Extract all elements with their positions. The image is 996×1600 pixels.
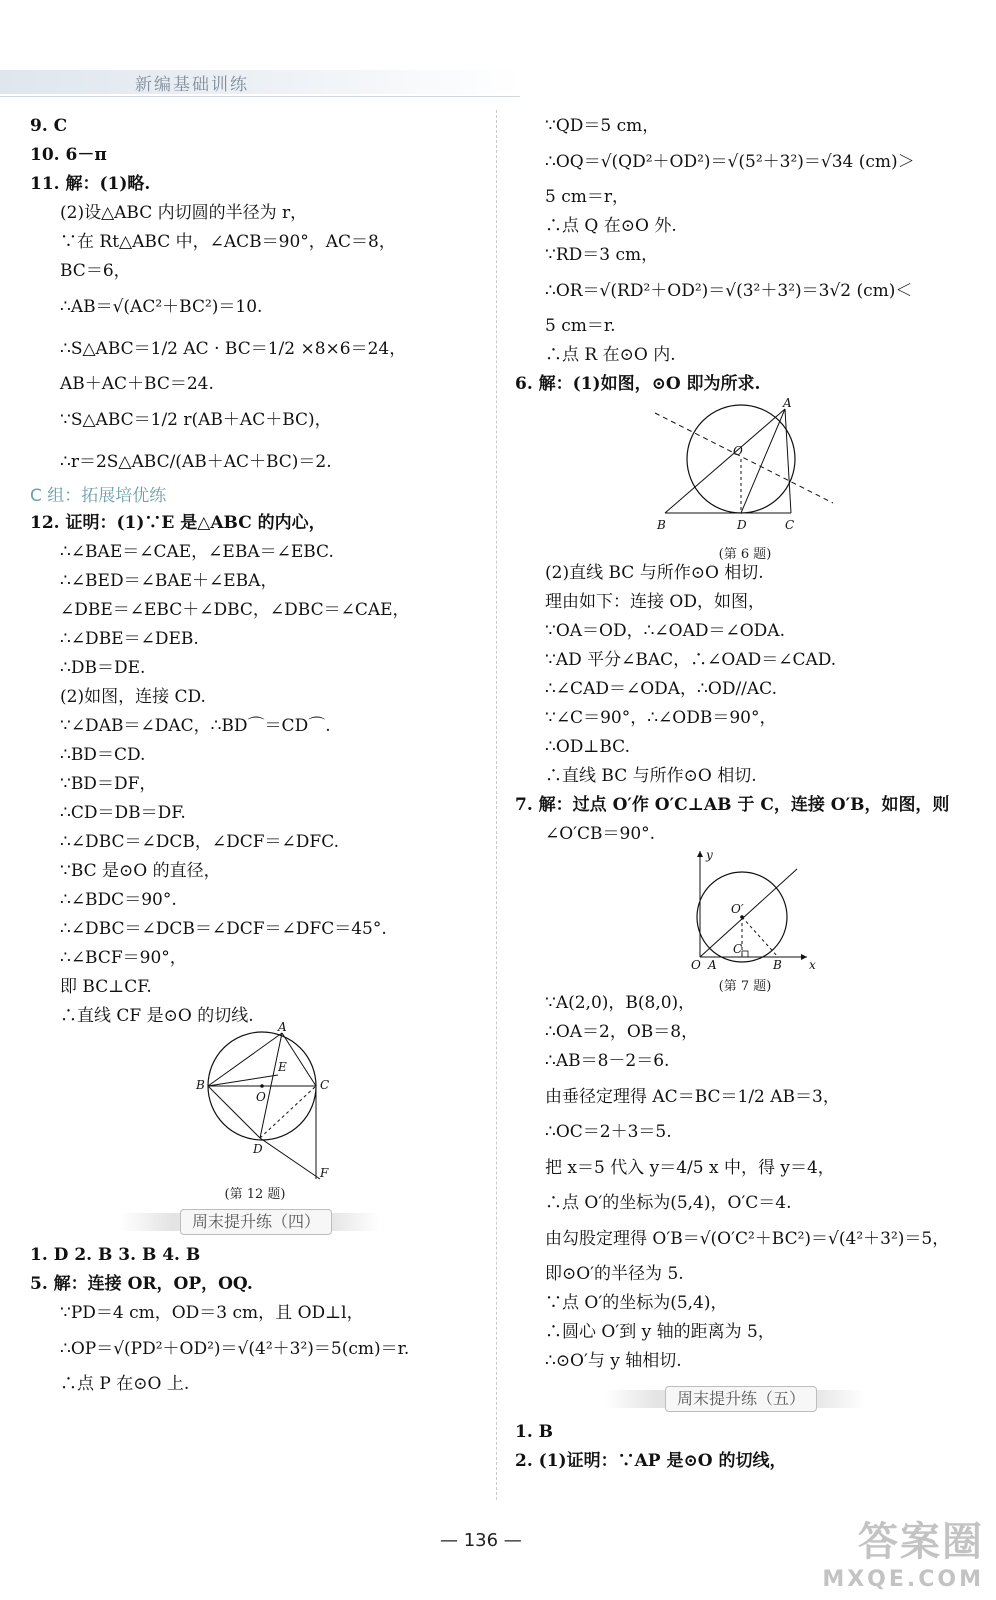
answer-line: ∵在 Rt△ABC 中，∠ACB＝90°，AC＝8， <box>60 232 396 252</box>
figure-label: x <box>809 958 816 972</box>
figure-6 <box>515 396 975 562</box>
answer-line: (2)设△ABC 内切圆的半径为 r， <box>60 203 308 223</box>
answer-line: ∴OQ＝√(QD²＋OD²)＝√(5²＋3²)＝√34 (cm)＞ <box>545 152 915 172</box>
answer-line: (2)直线 BC 与所作⊙O 相切. <box>545 563 764 583</box>
weekend-4-banner <box>30 1207 480 1237</box>
answer-line: ∵点 O′的坐标为(5,4)， <box>545 1293 728 1313</box>
answer-line: ∴OC＝2＋3＝5. <box>545 1122 672 1142</box>
answer-line: ∵OA＝OD，∴∠OAD＝∠ODA. <box>545 621 785 641</box>
answer-line: 把 x＝5 代入 y＝4/5 x 中，得 y＝4， <box>545 1158 835 1178</box>
answer-line: ∵BD＝DF， <box>60 774 157 794</box>
figure-label: E <box>278 1060 287 1074</box>
answer-line: ∴S△ABC＝1/2 AC · BC＝1/2 ×8×6＝24， <box>60 339 407 359</box>
answer-line: ∴点 P 在⊙O 上. <box>60 1374 190 1394</box>
figure-6-diagram <box>515 396 975 539</box>
figure-label: C <box>785 518 795 532</box>
figure-label: O <box>691 958 701 972</box>
figure-7-diagram <box>515 849 975 971</box>
watermark-line2: MXQE.COM <box>822 1567 984 1592</box>
group-c-title: C 组：拓展培优练 <box>30 486 167 506</box>
watermark-line1: 答案圈 <box>858 1519 984 1565</box>
answer-line: 1. D 2. B 3. B 4. B <box>30 1245 201 1265</box>
figure-label: B <box>196 1078 205 1092</box>
answer-line: 由勾股定理得 O′B＝√(O′C²＋BC²)＝√(4²＋3²)＝5， <box>545 1229 950 1249</box>
figure-7 <box>515 848 975 994</box>
answer-line: ∵RD＝3 cm， <box>545 245 659 265</box>
answer-line: ∴∠BCF＝90°， <box>60 948 187 968</box>
answer-line: ∴圆心 O′到 y 轴的距离为 5， <box>545 1322 775 1342</box>
figure-label: A <box>708 958 717 972</box>
weekend-4-title: 周末提升练（四） <box>180 1209 332 1235</box>
figure-label: D <box>253 1142 263 1156</box>
figure-label: A <box>783 396 792 410</box>
weekend-5-banner <box>515 1384 975 1414</box>
answer-line: ∴OP＝√(PD²＋OD²)＝√(4²＋3²)＝5(cm)＝r. <box>60 1339 410 1359</box>
answer-line: ∴点 O′的坐标为(5,4)，O′C＝4. <box>545 1193 792 1213</box>
header-band <box>0 70 520 94</box>
column-divider <box>496 110 497 1500</box>
book-title: 新编基础训练 <box>135 75 249 95</box>
figure-6-caption: (第 6 题) <box>718 547 772 562</box>
answer-line: 1. B <box>515 1422 554 1442</box>
answer-line: 9. C <box>30 116 68 136</box>
answer-line: AB＋AC＋BC＝24. <box>60 374 214 394</box>
answer-line: ∵QD＝5 cm， <box>545 116 660 136</box>
answer-line: 即 BC⊥CF. <box>60 977 152 997</box>
answer-line: ∴∠BED＝∠BAE＋∠EBA， <box>60 571 278 591</box>
answer-line: 理由如下：连接 OD，如图， <box>545 592 765 612</box>
figure-label: y <box>706 848 713 862</box>
answer-line: 6. 解：(1)如图，⊙O 即为所求. <box>515 374 761 394</box>
answer-line: ∴∠BAE＝∠CAE，∠EBA＝∠EBC. <box>60 542 334 562</box>
figure-7-caption: (第 7 题) <box>718 979 772 994</box>
answer-line: ∵BC 是⊙O 的直径， <box>60 861 221 881</box>
answer-line: ∴AB＝8－2＝6. <box>545 1051 670 1071</box>
figure-12 <box>30 1020 480 1202</box>
answer-line: ∴∠BDC＝90°. <box>60 890 177 910</box>
answer-line: ∠DBE＝∠EBC＋∠DBC，∠DBC＝∠CAE， <box>60 600 410 620</box>
answer-line: ∴∠DBE＝∠DEB. <box>60 629 199 649</box>
answer-line: ∴BD＝CD. <box>60 745 146 765</box>
weekend-5-title: 周末提升练（五） <box>665 1386 817 1412</box>
left-column <box>30 112 480 1399</box>
answer-line: ∴点 Q 在⊙O 外. <box>545 216 677 236</box>
figure-label: A <box>278 1020 287 1034</box>
answer-line: ∵∠C＝90°，∴∠ODB＝90°， <box>545 708 777 728</box>
figure-label: D <box>737 518 747 532</box>
answer-line: ∴点 R 在⊙O 内. <box>545 345 676 365</box>
answer-line: ∴OA＝2，OB＝8， <box>545 1022 699 1042</box>
figure-label: C <box>733 942 743 956</box>
figure-label: O <box>733 444 743 458</box>
figure-12-diagram <box>30 1020 480 1180</box>
watermark-logo <box>794 1510 984 1590</box>
answer-line: ∵∠DAB＝∠DAC，∴BD⌒＝CD⌒. <box>60 716 331 736</box>
answer-line: ∴直线 CF 是⊙O 的切线. <box>60 1006 254 1026</box>
page-number: — 136 — <box>440 1530 522 1551</box>
answer-line: 2. (1)证明：∵AP 是⊙O 的切线， <box>515 1451 787 1471</box>
figure-label: C <box>320 1078 330 1092</box>
answer-line: 由垂径定理得 AC＝BC＝1/2 AB＝3， <box>545 1087 840 1107</box>
page-header <box>0 0 996 98</box>
answer-line: ∵AD 平分∠BAC，∴∠OAD＝∠CAD. <box>545 650 837 670</box>
answer-line: 10. 6－π <box>30 145 107 165</box>
answer-line: ∵PD＝4 cm，OD＝3 cm，且 OD⊥l， <box>60 1303 364 1323</box>
answer-line: ∴OR＝√(RD²＋OD²)＝√(3²＋3²)＝3√2 (cm)＜ <box>545 281 913 301</box>
figure-label: O <box>256 1090 266 1104</box>
figure-label: F <box>320 1166 329 1180</box>
answer-line: 即⊙O′的半径为 5. <box>545 1264 684 1284</box>
figure-12-caption: (第 12 题) <box>224 1187 286 1202</box>
right-column <box>515 112 975 1476</box>
answer-line: ∵A(2,0)，B(8,0)， <box>545 993 696 1013</box>
answer-line: 7. 解：过点 O′作 O′C⊥AB 于 C，连接 O′B，如图，则 <box>515 795 950 815</box>
figure-label: B <box>773 958 782 972</box>
answer-line: ∴AB＝√(AC²＋BC²)＝10. <box>60 297 263 317</box>
answer-line: ∴⊙O′与 y 轴相切. <box>545 1351 682 1371</box>
answer-line: ∴OD⊥BC. <box>545 737 630 757</box>
answer-line: ∴DB＝DE. <box>60 658 146 678</box>
answer-line: 12. 证明：(1)∵E 是△ABC 的内心， <box>30 513 326 533</box>
answer-line: ∴∠DBC＝∠DCB＝∠DCF＝∠DFC＝45°. <box>60 919 387 939</box>
answer-line: 5. 解：连接 OR，OP，OQ. <box>30 1274 253 1294</box>
figure-label: B <box>657 518 666 532</box>
answer-line: (2)如图，连接 CD. <box>60 687 206 707</box>
answer-line: ∴r＝2S△ABC/(AB＋AC＋BC)＝2. <box>60 452 332 472</box>
answer-line: 5 cm＝r. <box>545 316 616 336</box>
header-rule <box>0 96 520 97</box>
figure-label: O′ <box>731 902 744 916</box>
answer-line: ∴直线 BC 与所作⊙O 相切. <box>545 766 757 786</box>
answer-line: 5 cm＝r， <box>545 187 629 207</box>
answer-line: ∵S△ABC＝1/2 r(AB＋AC＋BC)， <box>60 410 332 430</box>
answer-line: ∴∠DBC＝∠DCB，∠DCF＝∠DFC. <box>60 832 340 852</box>
answer-line: BC＝6， <box>60 261 131 281</box>
answer-line: 11. 解：(1)略. <box>30 174 151 194</box>
answer-line: ∠O′CB＝90°. <box>545 824 656 844</box>
answer-line: ∴CD＝DB＝DF. <box>60 803 186 823</box>
answer-line: ∴∠CAD＝∠ODA，∴OD//AC. <box>545 679 777 699</box>
